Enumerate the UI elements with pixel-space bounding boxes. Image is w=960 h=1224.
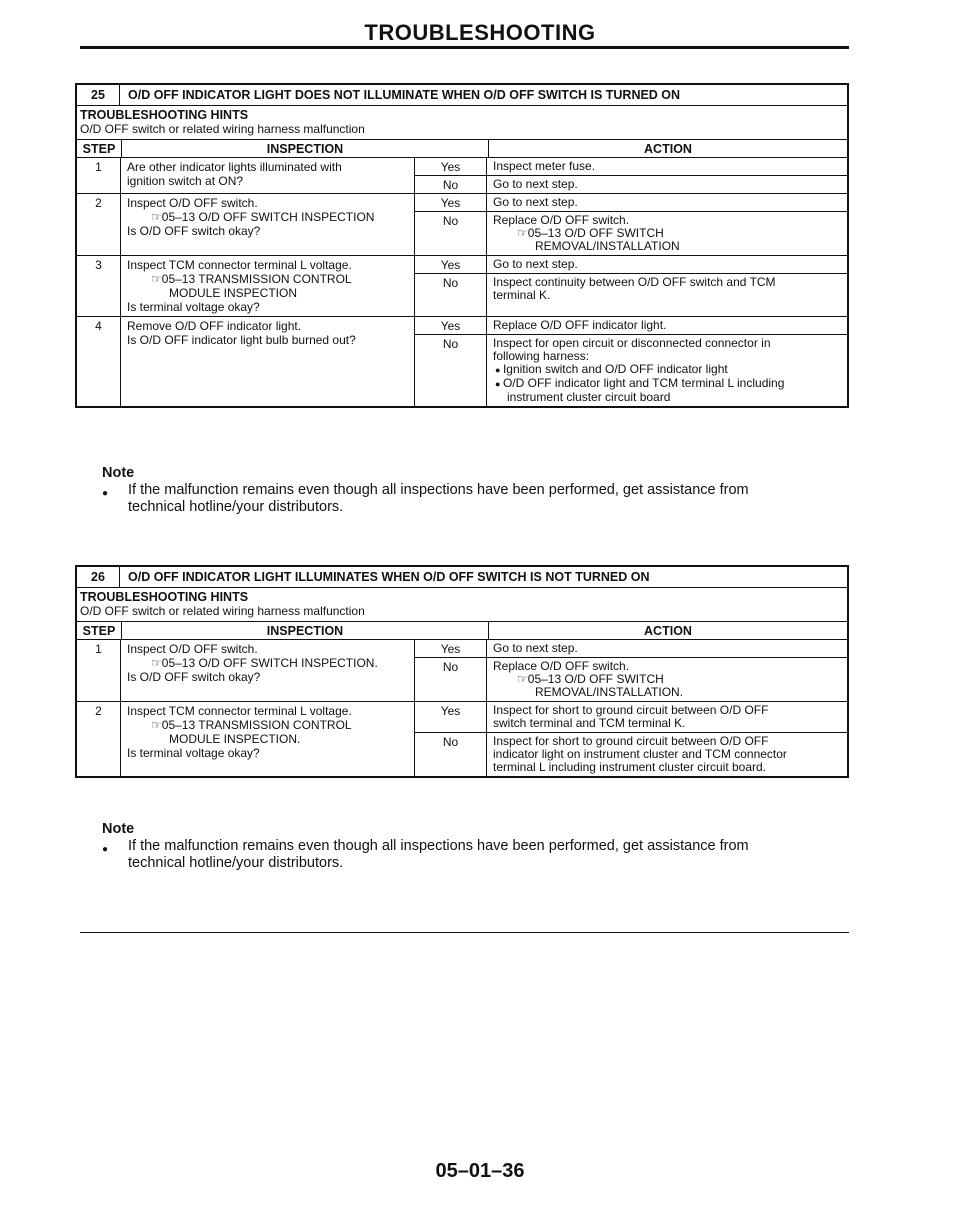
no-action: Go to next step.	[493, 177, 578, 191]
step-number: 4	[77, 317, 121, 406]
no-label: No	[415, 274, 487, 316]
action-line: indicator light on instrument cluster and TCM connector	[493, 747, 787, 761]
no-label: No	[415, 335, 487, 406]
column-step: STEP	[77, 140, 122, 157]
note-heading: Note	[102, 465, 135, 481]
no-action	[487, 658, 847, 701]
troubleshooting-hints	[77, 106, 847, 140]
action-line: terminal L including instrument cluster circuit board.	[493, 760, 767, 774]
no-label: No	[415, 212, 487, 255]
action-line: terminal K.	[493, 288, 551, 302]
step-number: 1	[77, 158, 121, 193]
action-line: Replace O/D OFF switch.	[493, 213, 630, 227]
column-inspection: INSPECTION	[266, 623, 344, 638]
bottom-rule	[80, 932, 849, 933]
page-number: 05–01–36	[435, 1160, 525, 1182]
inspection-cell	[121, 640, 415, 701]
column-headers	[77, 622, 847, 640]
action-line: Inspect for short to ground circuit between O/D OFF	[493, 703, 769, 717]
note-text: If the malfunction remains even though all inspections have been performed, get assistance from technical hotline/your distributors.	[128, 838, 749, 871]
yes-label: Yes	[415, 317, 487, 334]
action-line: Inspect continuity between O/D OFF switch and TCM	[493, 275, 776, 289]
action-line: following harness:	[493, 349, 590, 363]
table-number: 26	[77, 567, 120, 587]
troubleshooting-table-25	[75, 83, 849, 408]
inspection-line: Are other indicator lights illuminated with	[127, 160, 342, 174]
no-label: No	[415, 176, 487, 193]
yes-label: Yes	[415, 702, 487, 732]
troubleshooting-hints	[77, 588, 847, 622]
column-action: ACTION	[488, 140, 847, 157]
inspection-line: Inspect TCM connector terminal L voltage.	[127, 258, 352, 272]
inspection-cell	[121, 256, 415, 316]
inspection-line: Inspect O/D OFF switch.	[127, 642, 258, 656]
inspection-line: Inspect O/D OFF switch.	[127, 196, 258, 210]
yes-action: Replace O/D OFF indicator light.	[493, 318, 667, 332]
yes-action: Go to next step.	[493, 641, 578, 655]
step-number: 3	[77, 256, 121, 316]
bullet-item: ● Ignition switch and O/D OFF indicator light	[493, 363, 841, 377]
table-row	[77, 158, 847, 194]
yes-action: Inspect meter fuse.	[493, 159, 596, 173]
no-action	[487, 335, 847, 406]
troubleshooting-table-26	[75, 565, 849, 778]
inspection-cell	[121, 158, 415, 193]
reference-line: ☞ 05–13 TRANSMISSION CONTROL	[127, 272, 408, 286]
inspection-line: Is O/D OFF indicator light bulb burned out?	[127, 333, 356, 347]
action-line: Replace O/D OFF switch.	[493, 659, 630, 673]
step-number: 1	[77, 640, 121, 701]
bullet-icon: ●	[102, 844, 109, 855]
inspection-line: Is O/D OFF switch okay?	[127, 224, 261, 238]
reference-line: ☞ 05–13 O/D OFF SWITCH INSPECTION.	[127, 656, 408, 670]
reference-line: ☞ 05–13 O/D OFF SWITCH	[493, 227, 841, 240]
inspection-line: Is terminal voltage okay?	[127, 300, 260, 314]
table-header	[77, 567, 847, 588]
table-header	[77, 85, 847, 106]
yes-action: Go to next step.	[493, 195, 578, 209]
yes-action	[487, 702, 847, 732]
column-step: STEP	[77, 622, 122, 639]
inspection-line: Is terminal voltage okay?	[127, 746, 260, 760]
table-number: 25	[77, 85, 120, 105]
inspection-line: Remove O/D OFF indicator light.	[127, 319, 302, 333]
reference-line: MODULE INSPECTION.	[169, 732, 301, 746]
inspection-cell	[121, 317, 415, 406]
inspection-cell	[121, 194, 415, 255]
note-text: If the malfunction remains even though all inspections have been performed, get assistance from technical hotline/your distributors.	[128, 482, 749, 515]
inspection-line: Is O/D OFF switch okay?	[127, 670, 261, 684]
column-headers	[77, 140, 847, 158]
reference-line: ☞ 05–13 TRANSMISSION CONTROL	[127, 718, 408, 732]
yes-label: Yes	[415, 158, 487, 175]
inspection-line: Inspect TCM connector terminal L voltage.	[127, 704, 352, 718]
yes-label: Yes	[415, 194, 487, 211]
reference-line: REMOVAL/INSTALLATION.	[535, 685, 684, 699]
note-section	[102, 821, 808, 872]
bullet-item: ● O/D OFF indicator light and TCM terminal L including	[493, 377, 841, 391]
bullet-icon: ●	[102, 488, 109, 499]
action-line: Inspect for open circuit or disconnected connector in	[493, 336, 771, 350]
hints-heading: TROUBLESHOOTING HINTS	[80, 590, 249, 604]
table-row	[77, 317, 847, 406]
table-row	[77, 702, 847, 776]
no-action	[487, 274, 847, 316]
step-number: 2	[77, 194, 121, 255]
reference-line: REMOVAL/INSTALLATION	[535, 239, 680, 253]
action-line: instrument cluster circuit board	[507, 390, 671, 404]
yes-label: Yes	[415, 256, 487, 273]
yes-label: Yes	[415, 640, 487, 657]
no-action	[487, 212, 847, 255]
table-title: O/D OFF INDICATOR LIGHT ILLUMINATES WHEN O/D OFF SWITCH IS NOT TURNED ON	[128, 570, 650, 584]
no-label: No	[415, 658, 487, 701]
reference-line: ☞ 05–13 O/D OFF SWITCH INSPECTION	[127, 210, 408, 224]
action-line: Inspect for short to ground circuit between O/D OFF	[493, 734, 769, 748]
no-label: No	[415, 733, 487, 776]
column-action: ACTION	[488, 622, 847, 639]
note-heading: Note	[102, 821, 135, 837]
page-title: TROUBLESHOOTING	[364, 20, 596, 45]
table-row	[77, 640, 847, 702]
inspection-line: ignition switch at ON?	[127, 174, 244, 188]
table-title: O/D OFF INDICATOR LIGHT DOES NOT ILLUMINATE WHEN O/D OFF SWITCH IS TURNED ON	[128, 88, 681, 102]
hints-heading: TROUBLESHOOTING HINTS	[80, 108, 249, 122]
no-action	[487, 733, 847, 776]
step-number: 2	[77, 702, 121, 776]
note-section	[102, 465, 808, 516]
inspection-cell	[121, 702, 415, 776]
hints-text: O/D OFF switch or related wiring harness malfunction	[80, 122, 365, 136]
reference-line: MODULE INSPECTION	[169, 286, 298, 300]
table-row	[77, 256, 847, 317]
title-rule	[80, 46, 849, 49]
reference-line: ☞ 05–13 O/D OFF SWITCH	[493, 673, 841, 686]
table-row	[77, 194, 847, 256]
action-line: switch terminal and TCM terminal K.	[493, 716, 686, 730]
column-inspection: INSPECTION	[266, 141, 344, 156]
hints-text: O/D OFF switch or related wiring harness malfunction	[80, 604, 365, 618]
yes-action: Go to next step.	[493, 257, 578, 271]
